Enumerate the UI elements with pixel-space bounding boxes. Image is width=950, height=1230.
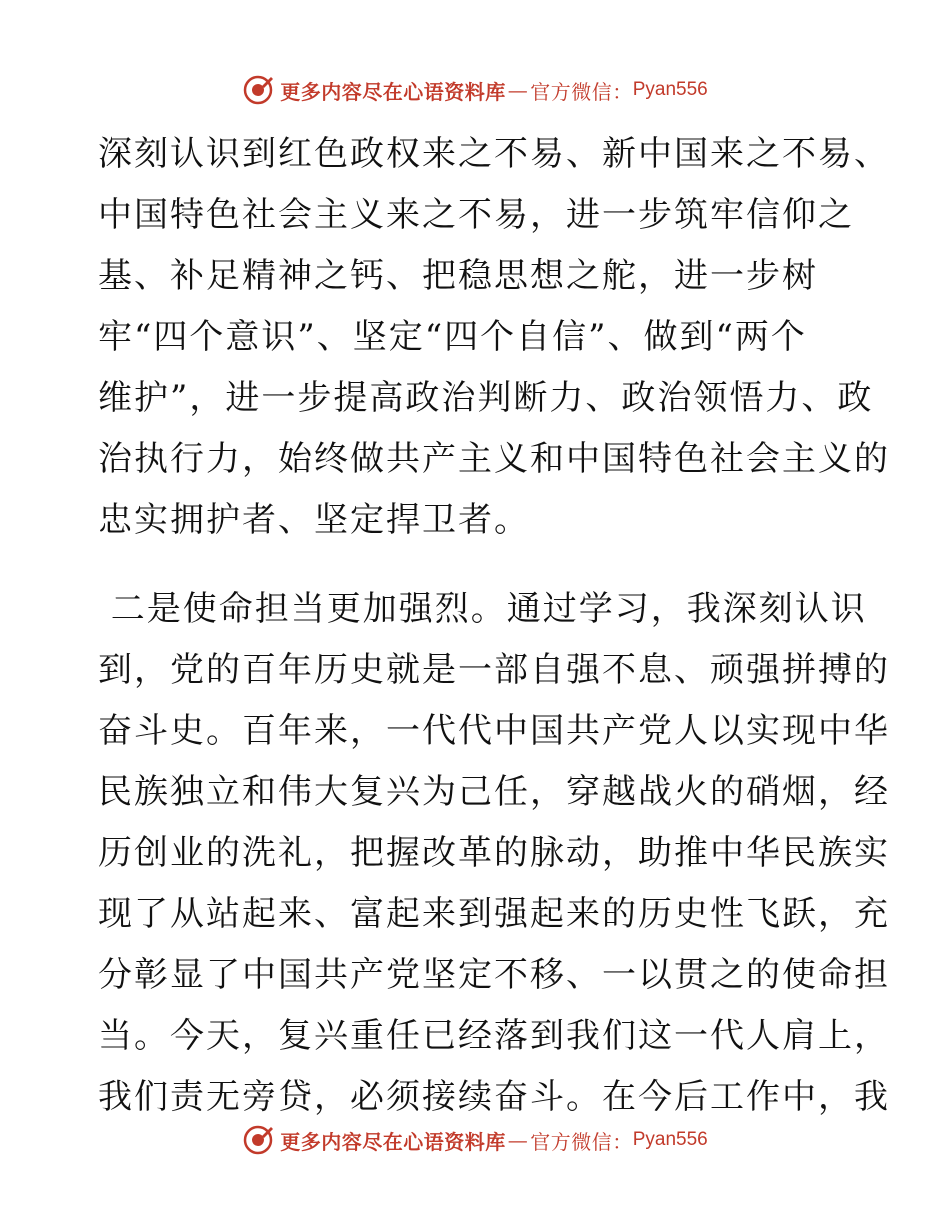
text-line: 奋斗史。百年来，一代代中国共产党人以实现中华: [98, 711, 890, 751]
text-line: 中国特色社会主义来之不易，进一步筑牢信仰之: [98, 195, 854, 235]
text-line: 历创业的洗礼，把握改革的脉动，助推中华民族实: [98, 833, 890, 873]
text-line: 基、补足精神之钙、把稳思想之舵，进一步树: [98, 256, 818, 296]
text-line: 二是使命担当更加强烈。通过学习，我深刻认识: [98, 589, 867, 629]
watermark-separator: —: [507, 78, 529, 102]
watermark-id: Pyan556: [632, 1129, 708, 1150]
pen-logo-icon: [242, 74, 274, 106]
document-body: [98, 124, 890, 1128]
footer-watermark: [0, 1124, 950, 1156]
paragraph-1: [98, 124, 890, 551]
header-watermark: [0, 74, 950, 106]
text-line: 现了从站起来、富起来到强起来的历史性飞跃，充: [98, 894, 890, 934]
watermark-brand: 更多内容尽在心语资料库: [280, 79, 506, 104]
watermark-label: 官方微信：: [530, 79, 633, 104]
text-line: 维护”，进一步提高政治判断力、政治领悟力、政: [98, 378, 874, 418]
text-line: 到，党的百年历史就是一部自强不息、顽强拼搏的: [98, 650, 890, 690]
text-line: 牢“四个意识”、坚定“四个自信”、做到“两个: [98, 317, 807, 357]
watermark-label: 官方微信：: [530, 1129, 633, 1154]
paragraph-gap: [98, 551, 858, 579]
watermark-brand: 更多内容尽在心语资料库: [280, 1129, 506, 1154]
text-line: 忠实拥护者、坚定捍卫者。: [98, 500, 530, 540]
text-line: 我们责无旁贷，必须接续奋斗。在今后工作中，我: [98, 1077, 890, 1117]
text-line: 当。今天，复兴重任已经落到我们这一代人肩上，: [98, 1016, 890, 1056]
text-line: 民族独立和伟大复兴为己任，穿越战火的硝烟，经: [98, 772, 890, 812]
watermark-separator: —: [507, 1128, 529, 1152]
paragraph-2: [98, 579, 890, 1128]
watermark-id: Pyan556: [632, 79, 708, 100]
pen-logo-icon: [242, 1124, 274, 1156]
text-line: 深刻认识到红色政权来之不易、新中国来之不易、: [98, 134, 890, 174]
text-line: 分彰显了中国共产党坚定不移、一以贯之的使命担: [98, 955, 890, 995]
text-line: 治执行力，始终做共产主义和中国特色社会主义的: [98, 439, 890, 479]
